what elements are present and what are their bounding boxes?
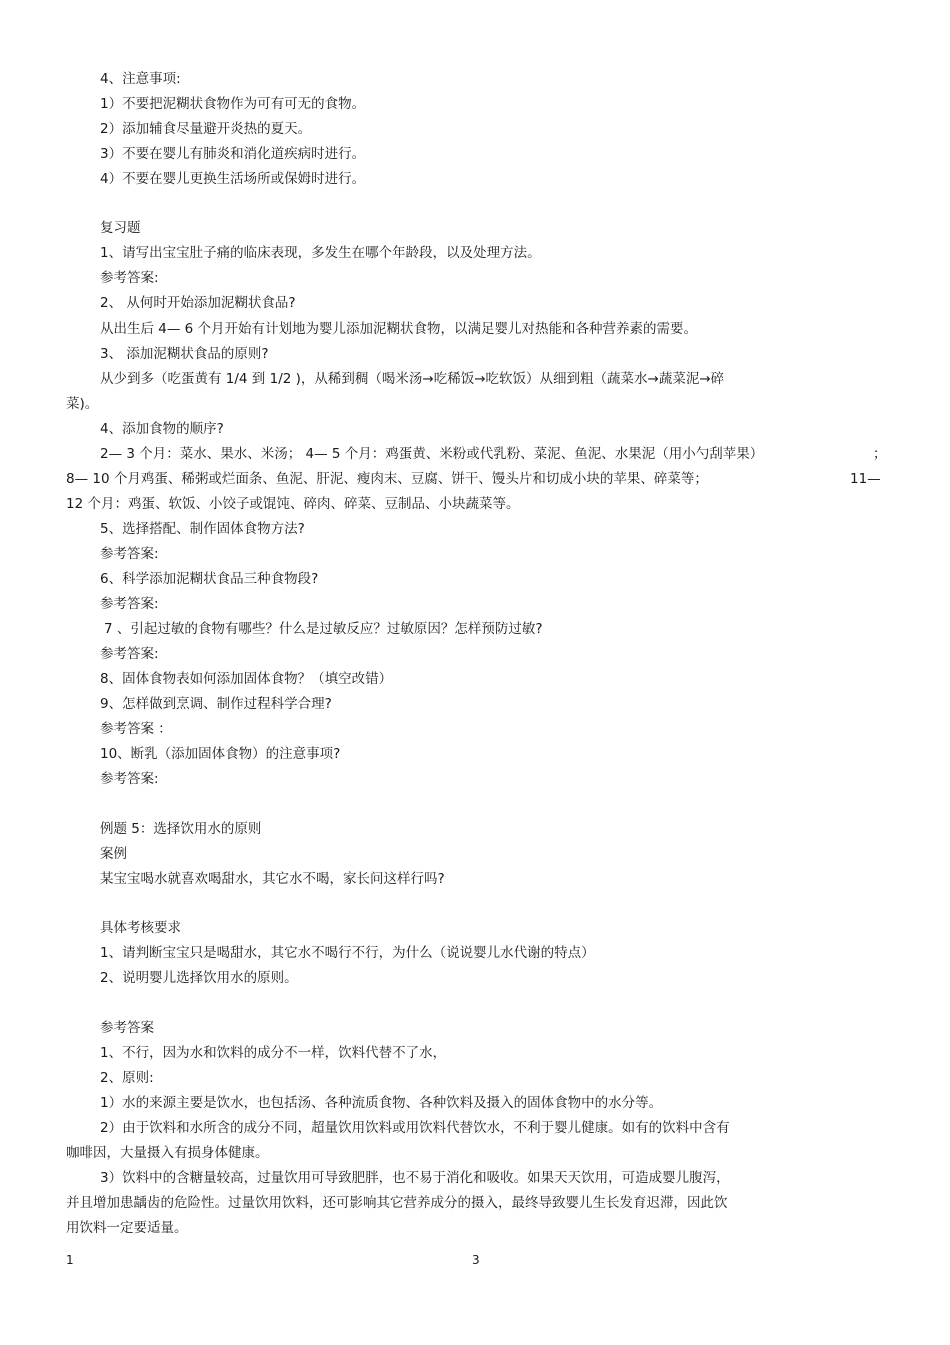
text-line: 1）不要把泥糊状食物作为可有可无的食物。 [100, 96, 366, 112]
text-line: 2）添加辅食尽量避开炎热的夏天。 [100, 121, 312, 137]
text-line: 参考答案 ： [100, 721, 172, 737]
text-line: 参考答案: [100, 771, 159, 787]
text-line: 参考答案: [100, 546, 159, 562]
text-line: 4）不要在婴儿更换生活场所或保姆时进行。 [100, 171, 366, 187]
text-line: 11— [850, 471, 881, 487]
text-line: 10、断乳（添加固体食物）的注意事项? [100, 746, 341, 762]
section-heading: 复习题 [100, 220, 141, 236]
text-line: 从少到多（吃蛋黄有 1/4 到 1/2 )，从稀到稠（喝米汤→吃稀饭→吃软饭）从细到粗（蔬菜水→蔬菜泥→碎 [100, 371, 725, 387]
page-number-left: 1 [66, 1253, 74, 1267]
text-line: 4、添加食物的顺序? [100, 421, 224, 437]
section-heading: 参考答案 [100, 1020, 154, 1036]
text-line: 5、选择搭配、制作固体食物方法? [100, 521, 305, 537]
section-heading: 例题 5：选择饮用水的原则 [100, 821, 262, 837]
text-line: 用饮料一定要适量。 [66, 1220, 188, 1236]
text-line: 2、说明婴儿选择饮用水的原则。 [100, 970, 298, 986]
text-line: ； [873, 446, 887, 462]
text-line: 并且增加患龋齿的危险性。过量饮用饮料，还可影响其它营养成分的摄入，最终导致婴儿生长发育迟滞，因此饮 [66, 1195, 728, 1211]
text-line: 8、固体食物表如何添加固体食物？（填空改错） [100, 671, 393, 687]
text-line: 12 个月：鸡蛋、软饭、小饺子或馄饨、碎肉、碎菜、豆制品、小块蔬菜等。 [66, 496, 520, 512]
text-line: 咖啡因，大量摄入有损身体健康。 [66, 1145, 269, 1161]
text-line: 4、注意事项: [100, 71, 181, 87]
text-line: 9、怎样做到烹调、制作过程科学合理? [100, 696, 332, 712]
text-line: 3）不要在婴儿有肺炎和消化道疾病时进行。 [100, 146, 366, 162]
page-number-center: 3 [472, 1253, 480, 1267]
text-line: 2、 从何时开始添加泥糊状食品? [100, 295, 296, 311]
text-line: 1、不行，因为水和饮料的成分不一样，饮料代替不了水， [100, 1045, 447, 1061]
text-line: 2— 3 个月：菜水、果水、米汤； 4— 5 个月：鸡蛋黄、米粉或代乳粉、菜泥、鱼泥、水果泥（用小勺刮苹果） [100, 446, 764, 462]
text-line: 参考答案: [100, 596, 159, 612]
text-line: 7 、引起过敏的食物有哪些？什么是过敏反应？过敏原因？怎样预防过敏? [104, 621, 543, 637]
section-heading: 具体考核要求 [100, 920, 181, 936]
text-line: 6、科学添加泥糊状食品三种食物段? [100, 571, 319, 587]
text-line: 2）由于饮料和水所含的成分不同，超量饮用饮料或用饮料代替饮水，不利于婴儿健康。如有的饮料中含有 [100, 1120, 730, 1136]
text-line: 3、 添加泥糊状食品的原则? [100, 346, 269, 362]
text-line: 1、请写出宝宝肚子痛的临床表现，多发生在哪个年龄段，以及处理方法。 [100, 245, 541, 261]
text-line: 参考答案: [100, 646, 159, 662]
text-line: 某宝宝喝水就喜欢喝甜水，其它水不喝，家长问这样行吗? [100, 871, 445, 887]
text-line: 2、原则: [100, 1070, 154, 1086]
text-line: 从出生后 4— 6 个月开始有计划地为婴儿添加泥糊状食物，以满足婴儿对热能和各种营养素的需要。 [100, 321, 698, 337]
text-line: 8— 10 个月鸡蛋、稀粥或烂面条、鱼泥、肝泥、瘦肉末、豆腐、饼干、馒头片和切成小块的苹果、碎菜等； [66, 471, 708, 487]
text-line: 案例 [100, 846, 127, 862]
text-line: 1）水的来源主要是饮水，也包括汤、各种流质食物、各种饮料及摄入的固体食物中的水分等。 [100, 1095, 663, 1111]
text-line: 菜)。 [66, 396, 99, 412]
text-line: 3）饮料中的含糖量较高，过量饮用可导致肥胖，也不易于消化和吸收。如果天天饮用，可造成婴儿腹泻， [100, 1170, 730, 1186]
text-line: 参考答案: [100, 270, 159, 286]
text-line: 1、请判断宝宝只是喝甜水，其它水不喝行不行，为什么（说说婴儿水代谢的特点） [100, 945, 595, 961]
